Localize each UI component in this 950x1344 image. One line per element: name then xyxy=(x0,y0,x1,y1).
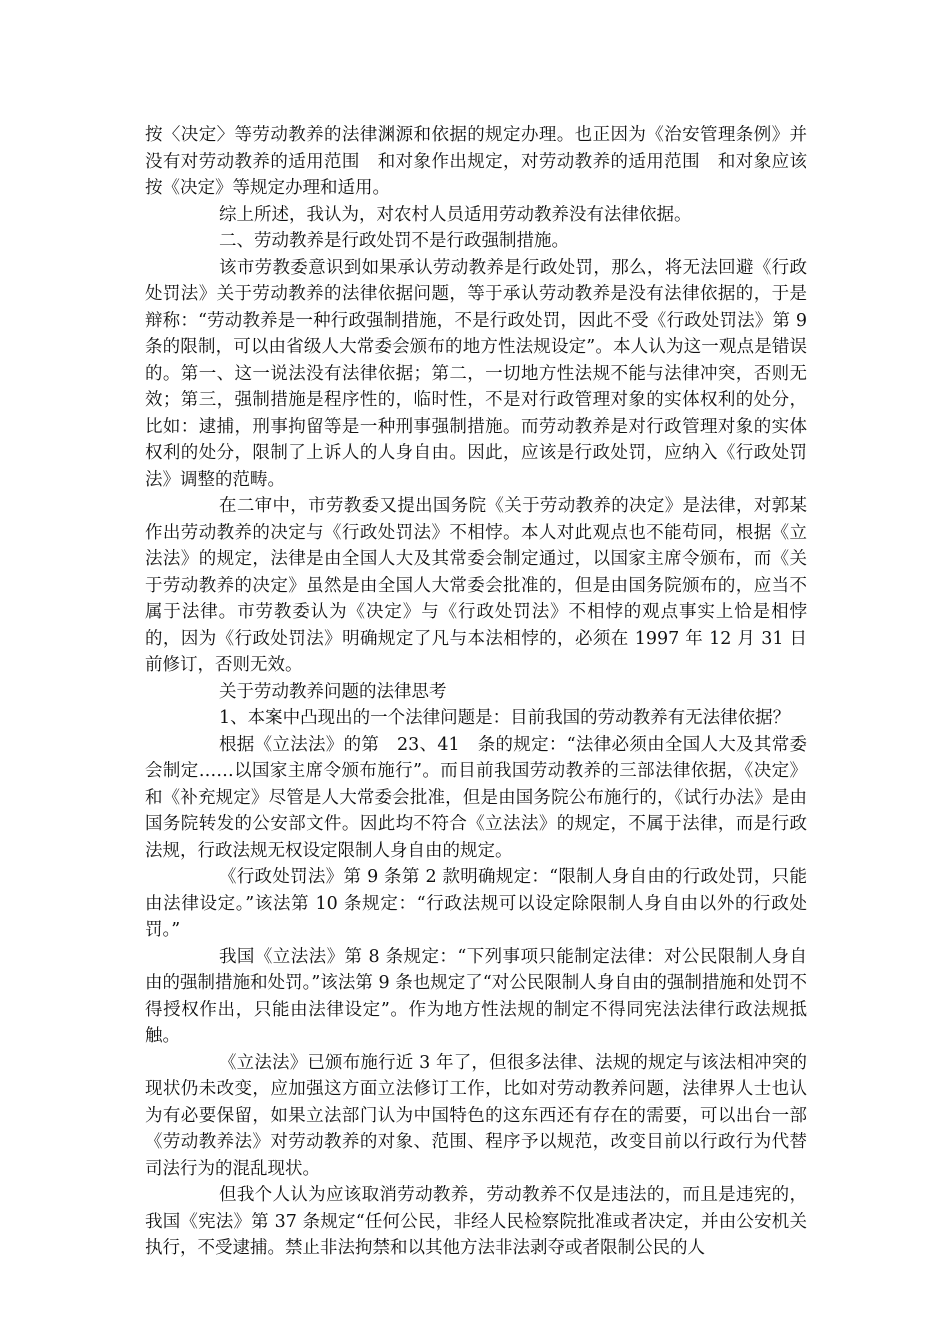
paragraph: 在二审中，市劳教委又提出国务院《关于劳动教养的决定》是法律，对郭某作出劳动教养的决定与《行政处罚法》不相悖。本人对此观点也不能苟同，根据《立法法》的规定，法律是由全国人大及其常委会制定通过，以国家主席令颁布，而《关于劳动教养的决定》虽然是由全国人大常委会批准的，但是由国务院颁布的，应当不属于法律。市劳教委认为《决定》与《行政处罚法》不相悖的观点事实上恰是相悖的，因为《行政处罚法》明确规定了凡与本法相悖的，必须在 1997 年 12 月 31 日前修订，否则无效。 xyxy=(145,496,807,675)
paragraph: 《行政处罚法》第 9 条第 2 款明确规定：“限制人身自由的行政处罚，只能由法律设定。”该法第 10 条规定：“行政法规可以设定除限制人身自由以外的行政处罚。” xyxy=(145,867,807,940)
paragraph-continuation: 按〈决定〉等劳动教养的法律渊源和依据的规定办理。也正因为《治安管理条例》并没有对劳动教养的适用范围 和对象作出规定，对劳动教养的适用范围 和对象应该按《决定》等规定办理和适用。 xyxy=(145,125,807,198)
paragraph: 1、本案中凸现出的一个法律问题是：目前我国的劳动教养有无法律依据？ xyxy=(219,708,791,728)
paragraph: 该市劳教委意识到如果承认劳动教养是行政处罚，那么，将无法回避《行政处罚法》关于劳动教养的法律依据问题，等于承认劳动教养是没有法律依据的，于是辩称：“劳动教养是一种行政强制措施，不是行政处罚，因此不受《行政处罚法》第 9 条的限制，可以由省级人大常委会颁布的地方性法规设定”。本人认为这一观点是错误的。第一、这一说法没有法律依据；第二，一切地方性法规不能与法律冲突，否则无效；第三，强制措施是程序性的，临时性，不是对行政管理对象的实体权利的处分，比如：逮捕，刑事拘留等是一种刑事强制措施。而劳动教养是对行政管理对象的实体权利的处分，限制了上诉人的人身自由。因此，应该是行政处罚，应纳入《行政处罚法》调整的范畴。 xyxy=(145,257,807,490)
paragraph: 但我个人认为应该取消劳动教养，劳动教养不仅是违法的，而且是违宪的，我国《宪法》第 37 条规定“任何公民，非经人民检察院批准或者决定，并由公安机关执行，不受逮捕。禁止非法拘禁和以其他方法非法剥夺或者限制公民的人 xyxy=(145,1185,807,1258)
document-body xyxy=(145,122,807,1262)
paragraph: 《立法法》已颁布施行近 3 年了，但很多法律、法规的规定与该法相冲突的现状仍未改变，应加强这方面立法修订工作，比如对劳动教养问题，法律界人士也认为有必要保留，如果立法部门认为中国特色的这东西还有存在的需要，可以出台一部《劳动教养法》对劳动教养的对象、范围、程序予以规范，改变目前以行政行为代替司法行为的混乱现状。 xyxy=(145,1052,807,1179)
section-heading-2: 二、劳动教养是行政处罚不是行政强制措施。 xyxy=(219,231,569,251)
paragraph-conclusion: 综上所述，我认为，对农村人员适用劳动教养没有法律依据。 xyxy=(219,204,692,225)
paragraph: 根据《立法法》的第 23、41 条的规定：“法律必须由全国人大及其常委会制定……以国家主席令颁布施行”。而目前我国劳动教养的三部法律依据，《决定》和《补充规定》尽管是人大常委会批准，但是由国务院公布施行的，《试行办法》是由国务院转发的公安部文件。因此均不符合《立法法》的规定，不属于法律，而是行政法规，行政法规无权设定限制人身自由的规定。 xyxy=(145,734,807,861)
paragraph: 我国《立法法》第 8 条规定：“下列事项只能制定法律：对公民限制人身自由的强制措施和处罚。”该法第 9 条也规定了“对公民限制人身自由的强制措施和处罚不得授权作出，只能由法律设定”。作为地方性法规的制定不得同宪法法律行政法规抵触。 xyxy=(145,946,807,1046)
section-title: 关于劳动教养问题的法律思考 xyxy=(219,681,447,702)
